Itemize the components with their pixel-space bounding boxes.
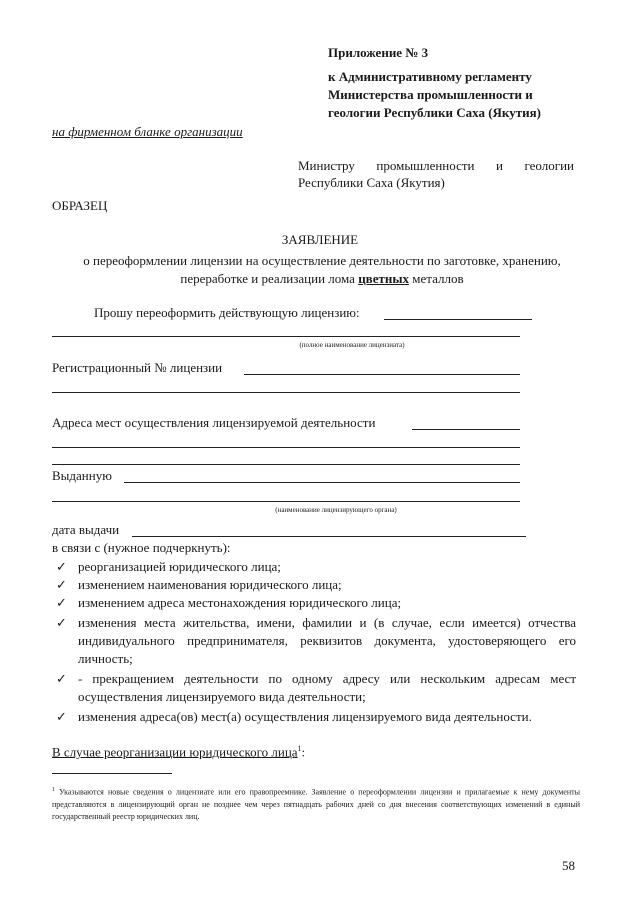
addresses-field-line-2[interactable] [52,447,520,448]
issued-label: Выданную [52,468,112,483]
issue-date-label: дата выдачи [52,522,120,537]
due-to-label: в связи с (нужное подчеркнуть): [52,540,231,555]
reason-item[interactable] [56,708,576,726]
document-title: ЗАЯВЛЕНИЕ [281,232,359,247]
check-icon: ✓ [56,577,67,592]
addressee-line-2: Республики Саха (Якутия) [298,175,445,190]
reason-text: изменением адреса местонахождения юридического лица; [78,595,402,610]
subtitle-text-post: металлов [409,271,464,286]
appendix-line-3: геологии Республики Саха (Якутия) [328,105,541,120]
authority-caption: (наименование лицензирующего органа) [275,506,397,514]
reg-number-label: Регистрационный № лицензии [52,360,223,375]
footnote-ref: 1 [297,744,302,753]
addresses-label: Адреса мест осуществления лицензируемой деятельности [52,415,376,430]
reason-text: - прекращением деятельности по одному адресу или нескольким адресам мест осуществления лицензируемого вида деятельности; [78,671,576,704]
document-subtitle-line-2 [44,270,600,288]
addresses-field[interactable] [412,429,520,430]
reason-item[interactable] [56,576,576,594]
reason-item[interactable] [56,614,576,668]
reason-item[interactable] [56,670,576,706]
reason-item[interactable] [56,558,576,576]
subtitle-emphasis: цветных [358,271,409,286]
footnote [52,784,580,823]
letterhead-note: на фирменном бланке организации [52,124,243,139]
licensee-caption: (полное наименование лицензиата) [299,341,405,349]
reason-text: изменения места жительства, имени, фамилии и (в случае, если имеется) отчества индивидуального предпринимателя, реквизитов документа, удостоверяющего его личность; [78,615,576,666]
licensee-field-line-2[interactable] [52,336,520,337]
issued-field-line-2[interactable] [52,501,520,502]
request-label: Прошу переоформить действующую лицензию: [94,305,360,320]
document-subtitle-line-1: о переоформлении лицензии на осуществление деятельности по заготовке, хранению, [83,253,561,268]
reg-number-field-line-2[interactable] [52,392,520,393]
subtitle-text-pre: переработке и реализации лома [180,271,359,286]
check-icon: ✓ [56,559,67,574]
sample-label: ОБРАЗЕЦ [52,198,108,213]
reason-text: изменения адреса(ов) мест(а) осуществления лицензируемого вида деятельности. [78,709,532,724]
licensee-field[interactable] [384,319,532,320]
footnote-rule [52,773,172,774]
check-icon: ✓ [56,615,67,630]
footnote-mark: 1 [52,787,55,793]
appendix-line-2: Министерства промышленности и [328,87,533,102]
check-icon: ✓ [56,709,67,724]
reorg-heading: В случае реорганизации юридического лица$^1$: [52,744,306,760]
page-number: 58 [562,858,575,873]
addresses-field-line-3[interactable] [52,464,520,465]
footnote-text: Указываются новые сведения о лицензиате или его правопреемнике. Заявление о переоформлении лицензии и прилагаемые к нему документы представляются в лицензирующий орган не позднее чем через пятнадцать рабочих дней со дня внесения соответствующих изменений в единый государственный реестр юридических лиц. [52,787,581,821]
check-icon: ✓ [56,595,67,610]
issue-date-field[interactable] [132,536,526,537]
reason-item[interactable] [56,594,576,612]
issued-field[interactable] [124,482,520,483]
check-icon: ✓ [56,671,67,686]
addressee-line-1: Министру промышленности и геологии [298,158,574,173]
appendix-title: Приложение № 3 [328,45,429,60]
appendix-line-1: к Административному регламенту [328,69,532,84]
reg-number-field[interactable] [244,374,520,375]
reorg-heading-text: В случае реорганизации юридического лица [52,744,298,760]
reason-text: изменением наименования юридического лица; [78,577,342,592]
reason-text: реорганизацией юридического лица; [78,559,281,574]
